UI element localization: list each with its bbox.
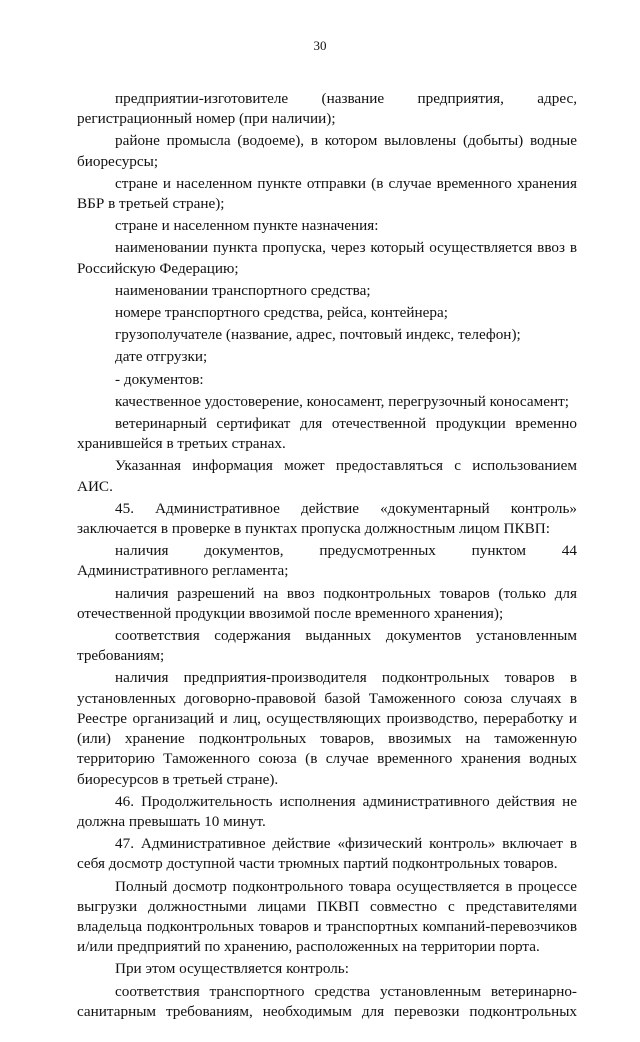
page-body [77, 89, 577, 1042]
paragraph: 45. Административное действие «документарный контроль» заключается в проверке в пунктах пропуска должностным лицом ПКВП: [77, 499, 577, 538]
paragraph: наличия разрешений на ввоз подконтрольных товаров (только для отечественной продукции ввозимой после временного хранения); [77, 584, 577, 622]
paragraph: Полный досмотр подконтрольного товара осуществляется в процессе выгрузки должностными лицами ПКВП совместно с представителями владельца подконтрольных товаров и транспортных компаний-перевозчиков и/или предприятий по хранению, расположенных на территории порта. [77, 877, 577, 956]
paragraph: При этом осуществляется контроль: [115, 960, 349, 978]
paragraph: районе промысла (водоеме), в котором выловлены (добыты) водные биоресурсы; [77, 132, 577, 170]
paragraph: соответствия транспортного средства установленным ветеринарно-санитарным требованиям, необходимым для перевозки подконтрольных [77, 982, 577, 1020]
paragraph: наименовании транспортного средства; [115, 281, 371, 299]
paragraph: наличия предприятия-производителя подконтрольных товаров в установленных договорно-правовой базой Таможенного союза случаях в Реестре организаций и лиц, осуществляющих производство, переработку и (или) хранение подконтрольных товаров, ввозимых на таможенную территорию Таможенного союза (в случае временного хранения водных биоресурсов в третьей стране). [77, 669, 577, 788]
paragraph: предприятии-изготовителе (название предприятия, адрес, регистрационный номер (при наличии); [77, 90, 577, 128]
paragraph: стране и населенном пункте отправки (в случае временного хранения ВБР в третьей стране); [77, 174, 577, 213]
paragraph: наименовании пункта пропуска, через который осуществляется ввоз в Российскую Федерацию; [77, 239, 577, 277]
paragraph: соответствия содержания выданных документов установленным требованиям; [77, 627, 577, 665]
paragraph: Указанная информация может предоставляться с использованием АИС. [77, 457, 577, 495]
paragraph: наличия документов, предусмотренных пунктом 44 Административного регламента; [77, 542, 577, 580]
paragraph: ветеринарный сертификат для отечественной продукции временно хранившейся в третьих странах. [77, 415, 577, 453]
paragraph: номере транспортного средства, рейса, контейнера; [115, 304, 448, 322]
paragraph: грузополучателе (название, адрес, почтовый индекс, телефон); [115, 326, 521, 344]
paragraph: 47. Административное действие «физический контроль» включает в себя досмотр доступной части трюмных партий подконтрольных товаров. [77, 835, 577, 873]
paragraph: стране и населенном пункте назначения: [115, 217, 379, 235]
paragraph: качественное удостоверение, коносамент, перегрузочный коносамент; [115, 392, 569, 410]
paragraph: - документов: [115, 370, 204, 388]
paragraph: дате отгрузки; [115, 348, 208, 366]
page-number: 30 [313, 38, 327, 53]
paragraph: 46. Продолжительность исполнения административного действия не должна превышать 10 минут. [77, 792, 577, 830]
